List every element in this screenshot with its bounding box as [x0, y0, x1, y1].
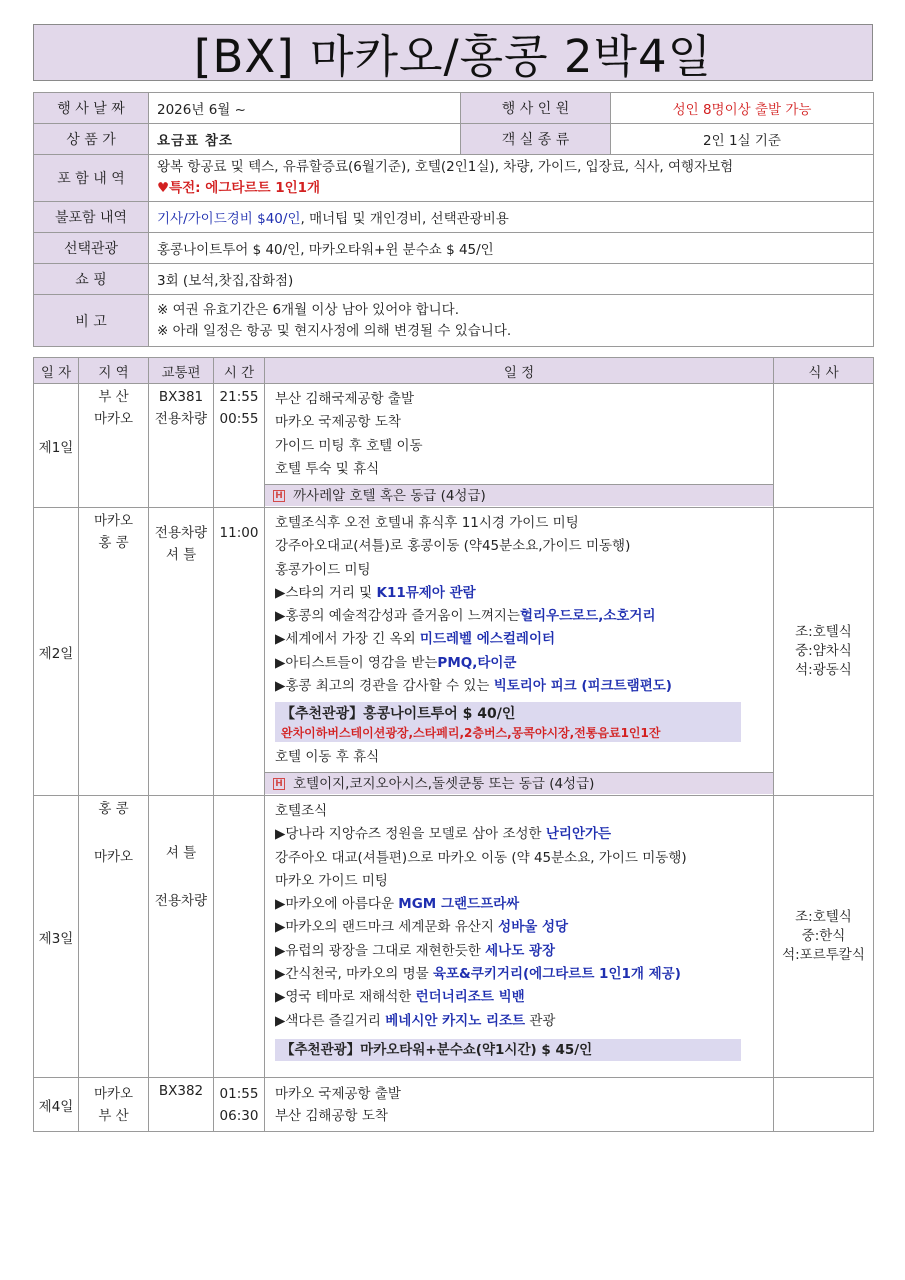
day3-dinner: 석:포르투칼식 [782, 947, 865, 963]
plan-text: ▶스타의 거리 및 [275, 584, 377, 601]
day2-label: 제2일 [34, 508, 79, 796]
header-region: 지 역 [79, 358, 149, 384]
day1-plan-2: 마카오 국제공항 도착 [275, 414, 401, 431]
hotel-icon: H [273, 778, 285, 790]
price-label: 상 품 가 [34, 124, 149, 155]
day2-hotel [265, 772, 773, 794]
plan-text: 베네시안 카지노 리조트 [385, 1012, 526, 1029]
day3-plan-5 [275, 893, 773, 916]
plan-text: 세나도 광장 [485, 942, 556, 959]
day1-row [34, 384, 874, 508]
plan-text: ▶영국 테마로 재해석한 [275, 989, 416, 1006]
day2-vehicle: 전용차량 [154, 525, 208, 541]
plan-text: 관광 [525, 1012, 556, 1029]
shopping-value: 3회 (보석,찻집,잡화점) [149, 264, 874, 295]
day2-hotel-name: 호텔이지,코지오아시스,돌셋쿤통 또는 동급 (4성급) [293, 776, 595, 792]
day1-region-1: 부 산 [98, 389, 129, 405]
plan-text: 난리안가든 [545, 826, 612, 843]
optional-tour-label: 선택관광 [34, 233, 149, 264]
day3-plan-3: 강주아오 대교(셔틀편)으로 마카오 이동 (약 45분소요, 가이드 미동행) [275, 849, 687, 866]
day4-region-2: 부 산 [98, 1107, 129, 1124]
exclude-label: 불포함 내역 [34, 202, 149, 233]
header-time: 시 간 [214, 358, 265, 384]
day3-plan-9 [275, 986, 773, 1009]
day3-lunch: 중:한식 [801, 928, 846, 944]
day2-plan-2: 강주아오대교(셔틀)로 홍콩이동 (약45분소요,가이드 미동행) [275, 538, 631, 555]
day2-time-1: 11:00 [219, 525, 259, 541]
header-plan: 일 정 [265, 358, 774, 384]
room-value: 2인 1실 기준 [611, 124, 874, 155]
day4-label: 제4일 [34, 1078, 79, 1132]
day4-time-1: 01:55 [219, 1085, 259, 1102]
plan-text: ▶홍콩 최고의 경관을 감사할 수 있는 [275, 678, 494, 695]
day1-plan-3: 가이드 미팅 후 호텔 이동 [275, 437, 423, 454]
day3-label: 제3일 [34, 796, 79, 1078]
day1-hotel-name: 까사레알 호텔 혹은 동급 (4성급) [293, 488, 486, 504]
plan-text: ▶색다른 즐길거리 [275, 1012, 386, 1029]
date-value: 2026년 6월 ~ [149, 93, 461, 124]
day4-flight: BX382 [158, 1083, 204, 1099]
day2-breakfast: 조:호텔식 [795, 624, 852, 640]
plan-text: PMQ,타이쿤 [437, 654, 517, 671]
plan-text: 성바울 성당 [498, 919, 569, 936]
day3-region-2: 마카오 [93, 849, 134, 865]
plan-text: 미드레벨 에스컬레이터 [419, 631, 556, 648]
schedule-table [33, 357, 874, 1132]
day2-plan-3: 홍콩가이드 미팅 [275, 561, 371, 578]
day3-plan-7 [275, 940, 773, 963]
include-value [149, 155, 874, 202]
header-meal: 식 사 [774, 358, 874, 384]
header-day: 일 자 [34, 358, 79, 384]
plan-text: ▶아티스트들이 영감을 받는 [275, 654, 438, 671]
note-change: ※ 아래 일정은 항공 및 현지사정에 의해 변경될 수 있습니다. [157, 322, 512, 339]
day2-plan-6 [275, 628, 773, 651]
day4-plan-1: 마카오 국제공항 출발 [275, 1085, 401, 1102]
day3-plan-1: 호텔조식 [275, 803, 328, 819]
day2-plan-after: 호텔 이동 후 휴식 [275, 749, 380, 766]
include-special: ♥특전: 에그타르트 1인1개 [157, 180, 321, 196]
day4-region-1: 마카오 [93, 1085, 134, 1102]
plan-text: 육포&쿠키거리(에그타르트 1인1개 제공) [432, 966, 681, 983]
plan-text: 헐리우드로드,소호거리 [519, 608, 656, 625]
plan-text: ▶유럽의 광장을 그대로 재현한듯한 [275, 942, 486, 959]
day2-row [34, 508, 874, 796]
day3-plan-6 [275, 916, 773, 939]
include-label: 포 함 내 역 [34, 155, 149, 202]
day4-row [34, 1078, 874, 1132]
note-passport: ※ 여권 유효기간은 6개월 이상 남아 있어야 합니다. [157, 301, 460, 318]
day2-plan-1: 호텔조식후 오전 호텔내 휴식후 11시경 가이드 미팅 [275, 515, 579, 531]
day2-reco-detail: 완차이하버스테이션광장,스타페리,2층버스,몽콕야시장,전통음료1인1잔 [281, 726, 661, 741]
day3-shuttle: 셔 틀 [165, 845, 197, 861]
room-label: 객 실 종 류 [461, 124, 611, 155]
min-people-value: 성인 8명이상 출발 가능 [611, 93, 874, 124]
day2-recommended-tour [275, 702, 741, 742]
exclude-guide-fee: 기사/가이드경비 $40/인 [157, 211, 301, 227]
day2-meal [774, 508, 874, 796]
plan-text: K11뮤제아 관람 [376, 584, 476, 601]
plan-text: ▶당나라 지앙슈즈 정원을 모델로 삼아 조성한 [275, 826, 546, 843]
day3-recommended-tour: 【추천관광】마카오타워+분수쇼(약1시간) $ 45/인 [275, 1039, 741, 1061]
day1-region-2: 마카오 [93, 411, 134, 427]
exclude-rest: , 매너팁 및 개인경비, 선택관광비용 [300, 211, 509, 227]
day1-label: 제1일 [34, 384, 79, 508]
plan-text: ▶홍콩의 예술적감성과 즐거움이 느껴지는 [275, 608, 520, 625]
day3-region-1: 홍 콩 [98, 801, 129, 817]
plan-text: ▶간식천국, 마카오의 명물 [275, 966, 433, 983]
plan-text: 빅토리아 피크 (피크트램편도) [493, 678, 672, 695]
day2-region-2: 홍 콩 [98, 535, 129, 551]
day3-plan-2 [275, 823, 773, 846]
day1-meal [774, 384, 874, 508]
min-people-label: 행 사 인 원 [461, 93, 611, 124]
price-value: 요금표 참조 [149, 124, 461, 155]
date-label: 행 사 날 짜 [34, 93, 149, 124]
day2-plan-7 [275, 652, 773, 675]
day1-hotel [265, 484, 773, 506]
day3-row [34, 796, 874, 1078]
include-text: 왕복 항공료 및 텍스, 유류할증료(6월기준), 호텔(2인1실), 차량, 가이드, 입장료, 식사, 여행자보험 [157, 159, 734, 175]
day3-vehicle: 전용차량 [154, 893, 208, 909]
day1-plan-1: 부산 김해국제공항 출발 [275, 391, 414, 407]
plan-text: ▶마카오의 랜드마크 세계문화 유산지 [275, 919, 499, 936]
plan-text: ▶세계에서 가장 긴 옥외 [275, 631, 420, 648]
note-value [149, 295, 874, 347]
day2-reco-title: 【추천관광】홍콩나이트투어 $ 40/인 [281, 706, 516, 723]
day1-time-1: 21:55 [219, 389, 259, 405]
plan-text: MGM 그랜드프라싸 [398, 896, 520, 913]
day2-lunch: 중:얌차식 [795, 643, 852, 659]
day4-plan-2: 부산 김해공항 도착 [275, 1107, 388, 1124]
day2-shuttle: 셔 틀 [165, 547, 197, 563]
header-transport: 교통편 [149, 358, 214, 384]
day3-breakfast: 조:호텔식 [795, 909, 852, 925]
day2-region-1: 마카오 [93, 513, 134, 529]
day3-plan-8 [275, 963, 773, 986]
exclude-value [149, 202, 874, 233]
day1-time-2: 00:55 [219, 411, 259, 427]
day2-plan-5 [275, 605, 773, 628]
day2-plan-8 [275, 675, 773, 698]
day3-meal [774, 796, 874, 1078]
optional-tour-value: 홍콩나이트투어 $ 40/인, 마카오타워+윈 분수쇼 $ 45/인 [149, 233, 874, 264]
note-label: 비 고 [34, 295, 149, 347]
page-title: [BX] 마카오/홍콩 2박4일 [33, 24, 873, 81]
day1-plan-4: 호텔 투숙 및 휴식 [275, 460, 380, 477]
day3-plan-10 [275, 1010, 773, 1033]
info-table [33, 92, 874, 347]
day1-vehicle: 전용차량 [154, 411, 208, 427]
day1-flight: BX381 [158, 389, 204, 405]
plan-text: ▶마카오에 아름다운 [275, 896, 399, 913]
hotel-icon: H [273, 490, 285, 502]
shopping-label: 쇼 핑 [34, 264, 149, 295]
day4-time-2: 06:30 [219, 1107, 259, 1124]
day2-plan-4 [275, 582, 773, 605]
day2-dinner: 석:광동식 [795, 662, 852, 678]
day4-meal [774, 1078, 874, 1132]
plan-text: 런더너리조트 빅밴 [415, 989, 525, 1006]
day3-plan-4: 마카오 가이드 미팅 [275, 872, 388, 889]
